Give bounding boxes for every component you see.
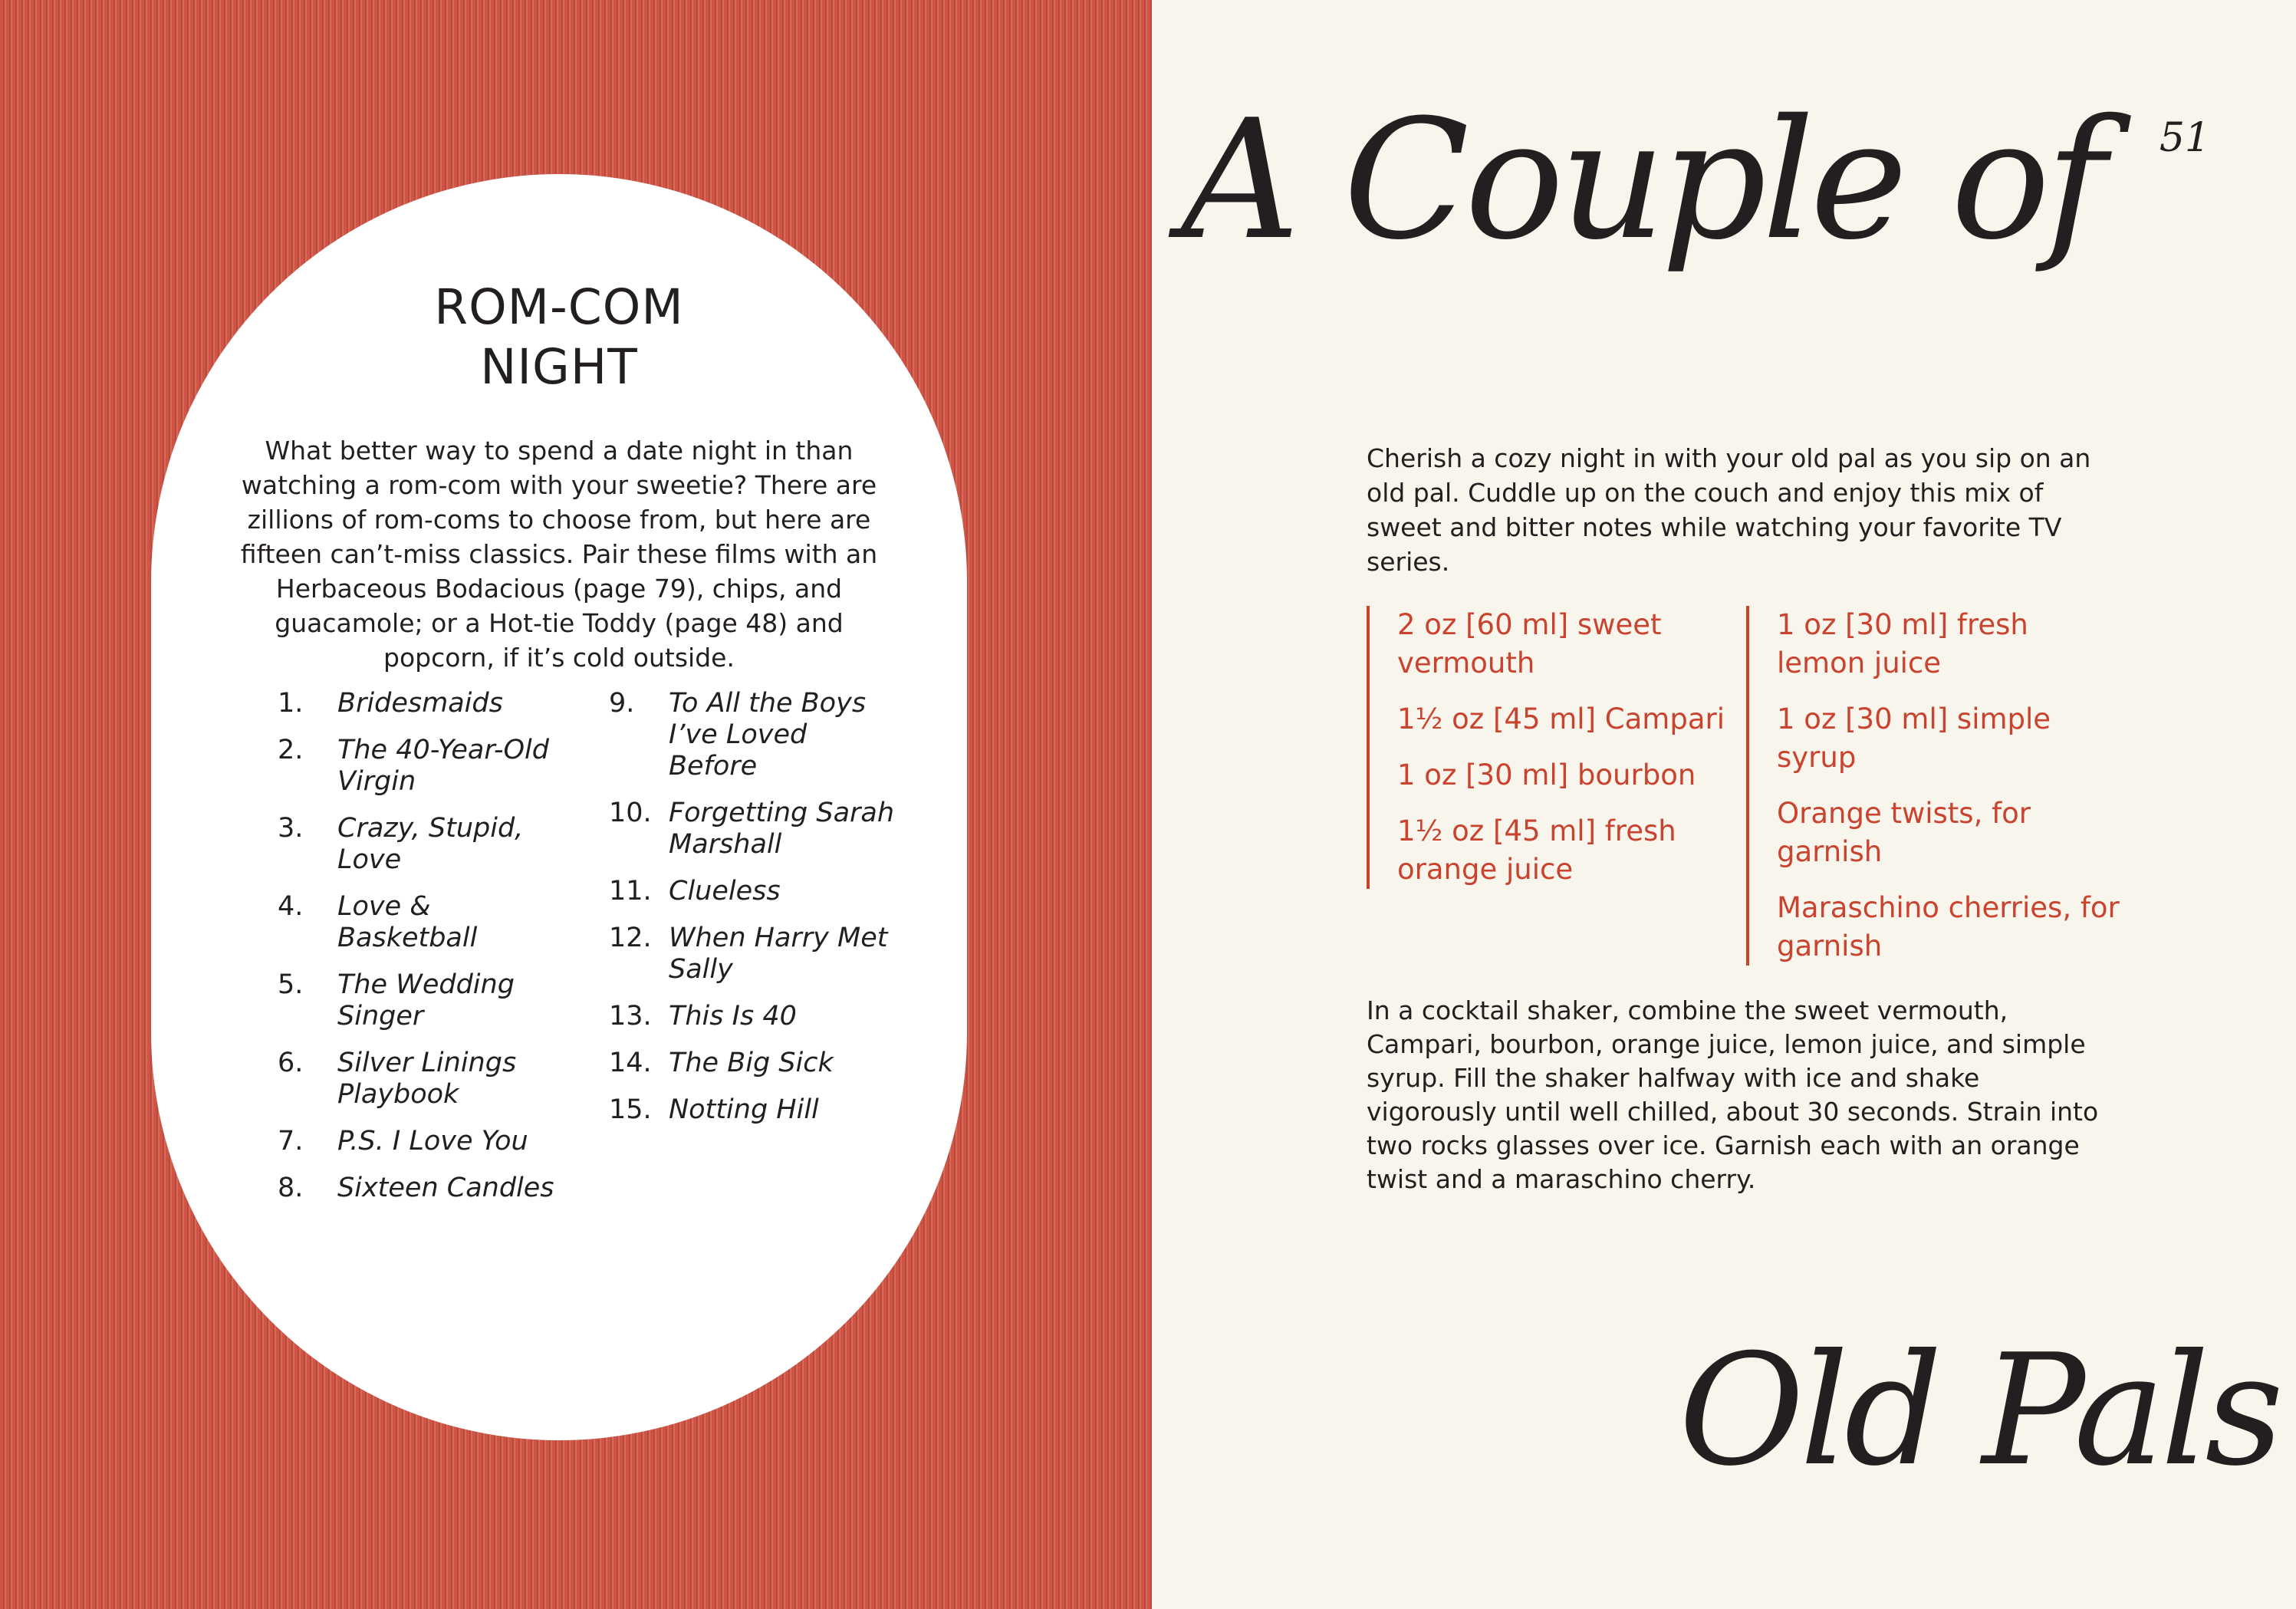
page-number: 51 [2159,115,2210,161]
ingredient-item: Maraschino cherries, for garnish [1777,891,2120,962]
film-title: Forgetting Sarah Marshall [669,798,895,860]
film-title: Bridesmaids [337,688,503,719]
film-item [278,891,569,954]
recipe-method: In a cocktail shaker, combine the sweet vermouth, Campari, bourbon, orange juice, lemon juice, and simple syrup. Fill the shaker halfway with ice and shake vigorously until well chilled, about 30 seconds. Strain into two rocks glasses over ice. Garnish each with an orange twist and a maraschino cherry. [1367,995,2099,1194]
film-list-col2 [609,688,900,1141]
film-list-col1 [278,688,569,1219]
film-item [609,1048,900,1079]
sidebar-title-line2: NIGHT [480,339,638,395]
film-title: Notting Hill [669,1094,819,1125]
film-number: 2. [278,735,304,765]
film-item [278,688,569,719]
film-number: 7. [278,1126,304,1157]
film-title: When Harry Met Sally [669,923,888,985]
film-number: 6. [278,1048,304,1078]
ingredient-item: 2 oz [60 ml] sweet vermouth [1397,608,1662,679]
film-title: The Wedding Singer [337,969,515,1032]
film-item [278,969,569,1032]
ingredient-item: 1½ oz [45 ml] Campari [1397,702,1725,735]
ingredient-item: 1 oz [30 ml] simple syrup [1777,702,2051,774]
film-item [609,923,900,985]
film-number: 13. [609,1001,652,1032]
film-number: 9. [609,688,635,719]
film-item [609,798,900,860]
film-item [278,735,569,798]
film-title: Crazy, Stupid, Love [337,813,524,875]
ingredient-item: 1½ oz [45 ml] fresh orange juice [1397,814,1676,886]
recipe-title-bottom: Old Pals [1679,1321,2279,1500]
right-page [1152,0,2296,1609]
film-number: 11. [609,876,652,907]
film-item [278,1126,569,1157]
film-number: 1. [278,688,304,719]
film-item [278,813,569,876]
recipe-blurb: Cherish a cozy night in with your old pal as you sip on an old pal. Cuddle up on the couch and enjoy this mix of sweet and bitter notes while watching your favorite TV series. [1367,443,2091,577]
ingredient-list-col1 [1367,606,1742,889]
film-title: P.S. I Love You [337,1126,528,1157]
ingredient-item: Orange twists, for garnish [1777,797,2031,868]
sidebar-oval [151,174,967,1440]
film-number: 15. [609,1094,652,1125]
film-number: 8. [278,1173,304,1203]
film-number: 4. [278,891,304,922]
film-title: To All the Boys I’ve Loved Before [669,688,867,781]
ingredient-item: 1 oz [30 ml] bourbon [1397,758,1696,791]
film-title: The 40-Year-Old Virgin [337,735,549,797]
film-item [609,876,900,907]
film-title: Sixteen Candles [337,1173,554,1203]
sidebar-intro: What better way to spend a date night in than watching a rom-com with your sweetie? There are zillions of rom-coms to choose from, but here are fifteen can’t-miss classics. Pair these films with an Herbaceous Bodacious (page 79), chips, and guacamole; or a Hot-tie Toddy (page 48) and popcorn, if it’s cold outside. [240,436,878,673]
film-title: Clueless [669,876,781,907]
film-number: 12. [609,923,652,953]
film-number: 3. [278,813,304,844]
film-number: 5. [278,969,304,1000]
film-number: 14. [609,1048,652,1078]
sidebar-title [151,278,967,397]
ingredient-item: 1 oz [30 ml] fresh lemon juice [1777,608,2028,679]
film-item [609,1094,900,1126]
film-title: The Big Sick [669,1048,834,1078]
film-title: Silver Linings Playbook [337,1048,517,1110]
film-title: Love & Basketball [337,891,478,953]
recipe-title-top: A Couple of [1181,84,2103,276]
film-item [609,688,900,782]
film-number: 10. [609,798,652,828]
film-item [278,1048,569,1111]
sidebar-title-line1: ROM-COM [434,279,684,335]
ingredient-list-col2 [1746,606,2122,966]
film-title: This Is 40 [669,1001,797,1032]
film-item [278,1173,569,1204]
film-item [609,1001,900,1032]
